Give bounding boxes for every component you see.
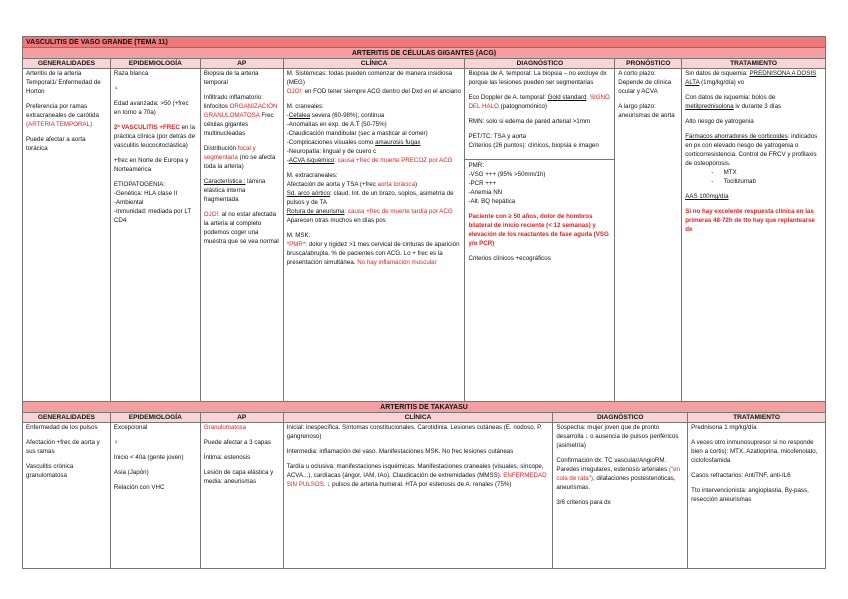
acg-header-ap: AP — [201, 59, 284, 69]
acg-ap-ojo — [204, 211, 280, 247]
acg-dx-pmr-title: PMR: — [468, 161, 484, 169]
acg-header-generalidades: GENERALIDADES — [23, 59, 111, 69]
tak-tto-3: Casos refractarios: AntiTNF, anti-IL6 — [691, 471, 791, 479]
acg-tto-sin-text: Sin datos de isquemia: — [685, 70, 750, 77]
acg-cli-anomalias: -Anomalías en exp. de A.T (50-75%) — [286, 120, 387, 128]
tak-gen-1: Enfermedad de los pulsos — [26, 424, 98, 431]
acg-tto-sin-dose: (1mg/kg/día) vo — [699, 78, 745, 86]
tak-cli-3-text: Tardía u oclusiva: manifestaciones isquémicas. Manifestaciones craneales (visuales, síncope, ACVA...), cardíacas (ángor, IAM, IAo). Claudicación de extremidades (MMSS). — [286, 462, 544, 479]
acg-cli-complicaciones — [287, 139, 462, 148]
acg-dx-pmr-criterios: Criterios clínicos +ecográficos — [468, 254, 551, 262]
acg-gen-aorta: Puede afectar a aorta torácica — [26, 135, 86, 152]
acg-epi-etio-1: -Genética: HLA clase II — [113, 189, 178, 197]
tak-dx-1: Sospecha: mujer joven que de pronto desarrolla ↓ o ausencia de pulsos periféricos (asimetría) — [556, 424, 679, 449]
acg-header-tratamiento: TRATAMIENTO — [682, 59, 826, 69]
acg-tto-con-text: Con datos de isquemia: bolos de — [685, 93, 776, 101]
acg-cli-extra-close: ) — [415, 180, 418, 188]
acg-cli-pmr-text: : dolor y rigidez >1 mes cervical de cinturas de aparición brusca/abrupta. % de pacientes con ACG. Lo + frec es la presentación simultánea. — [286, 240, 460, 266]
acg-cli-ojo — [287, 88, 462, 97]
acg-ap-ojo-text: al no estar afectada la arteria al completo podemos coger una muestra que se vea normal — [203, 210, 279, 245]
tak-cli-1: Inicial: inespecífica. Síntomas constitucionales. Carotidinia. Lesiones cutáneas (E. nodoso, P. gangrenoso) — [286, 424, 543, 440]
acg-ap-distrib-text: Distribución — [203, 144, 238, 152]
tak-epi-1: Excepcional — [113, 424, 148, 431]
acg-dx-eco — [468, 94, 611, 112]
acg-dx-pmr-4: -Alt. BQ hepática — [468, 197, 516, 205]
acg-tto-red-note: Si no hay excelente respuesta clínica en las primeras 48-72h de tto hay que replantearse dx — [685, 207, 815, 233]
tak-header-diagnostico: DIAGNÓSTICO — [553, 413, 688, 423]
tak-cli-2: Intermedia: inflamación del vaso. Manifestaciones MSK. No frec lesiones cutáneas — [286, 447, 514, 455]
tak-epi-4: Asia (Japón) — [113, 468, 149, 476]
acg-header-epidemiologia: EPIDEMIOLOGÍA — [111, 59, 201, 69]
tak-dx-2-end: , dilataciones postestenóticas, aneurismas. — [556, 474, 676, 491]
acg-cli-msk-title: M. MSK: — [286, 231, 311, 239]
tak-dx-3: 3/6 criterios para dx — [556, 498, 611, 506]
acg-dx-pmr-3: -Anemia NN — [468, 188, 503, 196]
acg-tto-con-isquemia — [685, 94, 822, 112]
acg-tto-sin-isquemia — [685, 70, 822, 88]
tak-epi-5: Relación con VHC — [113, 483, 165, 491]
tak-diagnostico-cell — [553, 423, 688, 569]
acg-dx-pmr-1: -VSG +++ (95% >50mm/1h) — [468, 170, 546, 178]
table-title-row — [22, 36, 826, 48]
tak-generalidades-cell — [23, 423, 111, 569]
acg-cli-rotura-title: Rotura de aneurisma — [286, 207, 345, 215]
acg-cli-aparecen: Aparecen otras muchos en días pos — [286, 216, 386, 224]
acg-clinica-cell — [284, 69, 466, 402]
acg-cli-sistemicas: M. Sistémicas: todas pueden comenzar de manera insidiosa (MEG) — [286, 70, 453, 86]
acg-dx-pmr-box — [465, 159, 614, 264]
acg-section-title: ARTERITIS DE CÉLULAS GIGANTES (ACG) — [23, 48, 826, 59]
acg-ap-infiltrado-cells: Frec células gigantes multinucleadas — [203, 111, 274, 137]
acg-diagnostico-cell — [465, 69, 615, 402]
tak-dx-2-red: ("en cola de rata") — [556, 465, 680, 482]
acg-cli-extracraneales — [287, 181, 462, 190]
tak-clinica-cell — [284, 423, 554, 569]
acg-cli-rotura-red: : causa +frec de muerte tardía por ACG — [344, 207, 453, 215]
acg-epi-vasc-red: 2ª VASCULITIS +FREC — [113, 123, 180, 131]
acg-dx-eco-text: Eco Doppler de A. temporal: — [468, 93, 548, 101]
acg-dx-eco-halo: . SIGNO DEL HALO — [468, 93, 610, 110]
acg-content-row — [22, 69, 826, 402]
tak-header-generalidades: GENERALIDADES — [23, 413, 111, 423]
acg-ap-ojo-red: OJO!: — [203, 210, 220, 218]
acg-tratamiento-cell — [682, 69, 826, 402]
tak-dx-2-text: Confirmación dx: TC vascular/AngioRM. Paredes irregulares, estenosis arteriales — [556, 456, 669, 473]
acg-dx-eco-pat: (patognomónico) — [498, 102, 547, 110]
tak-tto-1: Prednisona 1 mg/kg/día — [691, 424, 757, 431]
acg-ap-biopsia: Biopsia de la arteria temporal — [203, 70, 259, 86]
acg-dx-rmn: RMN: solo si edema de pared arterial >1mm — [468, 117, 591, 125]
acg-dx-eco-gold: Gold standard — [547, 93, 587, 101]
acg-cli-pmr-red: *PMR* — [286, 240, 306, 248]
acg-ap-caracteristica — [204, 178, 280, 205]
acg-header-clinica: CLÍNICA — [284, 59, 466, 69]
acg-section-row — [22, 48, 826, 59]
acg-ap-cell — [201, 69, 284, 402]
tak-ap-2: Puede afectar a 3 capas — [203, 438, 271, 446]
takayasu-header-row — [22, 413, 826, 423]
tak-cli-3 — [287, 463, 550, 490]
acg-dx-biopsia: Biopsia de A. temporal: La biopsia – no excluye dx porque las lesiones pueden ser segmentarias — [468, 70, 607, 86]
tak-dx-2 — [556, 457, 684, 493]
female-symbol-icon: ♀ — [113, 84, 119, 92]
acg-tto-toci: - Tocilizumab — [711, 177, 756, 185]
acg-ap-caract-title: Característica : — [203, 177, 246, 185]
acg-header-row — [22, 59, 826, 69]
acg-ap-distrib-note: (no se afecta toda la arteria) — [203, 153, 276, 170]
acg-epi-etio-2: -Ambiental — [113, 198, 144, 206]
acg-ap-infiltrado — [204, 94, 280, 139]
acg-epidemiologia-cell — [111, 69, 201, 402]
acg-cli-arco-aortico — [287, 190, 462, 208]
acg-cli-cefalea-text: severa (60-98%), continua — [310, 111, 385, 119]
acg-cli-sd-title: Sd. arco aórtico — [286, 189, 331, 197]
takayasu-section-title: ARTERITIS DE TAKAYASU — [23, 402, 826, 413]
acg-ap-caract-body: lámina elástica interna fragmentada — [203, 177, 266, 203]
acg-cli-sd-text: : claud. Int. de un brazo, soplos, asimetría de pulsos y de TA — [286, 189, 454, 206]
acg-cli-rotura — [287, 208, 462, 217]
tak-cli-3-end: . ↓ pulsos de arteria humeral. HTA por estenosis de A. renales (75%) — [323, 480, 512, 488]
tak-ap-1: Granulomatosa — [203, 424, 247, 431]
acg-tto-farm-text: : indicados en px con elevado riesgo de yatrogenia o corticorresistencia. Control de FRCV y profilaxis de osteoporosis. — [685, 132, 818, 167]
acg-epi-geo: +frec en Norte de Europa y Norteamérica — [113, 156, 189, 173]
tak-tto-4: Tto intervencionista: angioplastia, By-pass, resección aneurismas — [691, 486, 809, 503]
acg-cli-acva: -ACVA isquémico: causa +frec de muerte PRECOZ por ACG — [286, 156, 453, 164]
acg-cli-neuropatia: -Neuropatía: lingual y de cuero c — [286, 147, 377, 155]
acg-ap-distrib-red: focal y segmentaria — [203, 144, 256, 161]
acg-tto-mtx: - MTX — [711, 168, 737, 176]
acg-tto-sin-drug: PREDNISONA A DOSIS ALTA — [685, 70, 817, 86]
acg-tto-con-dose: iv durante 3 días — [733, 102, 782, 110]
acg-cli-extra-text: Afectación de aorta y TSA (+frec — [286, 180, 378, 188]
acg-epi-vasculitis — [114, 124, 197, 151]
acg-tto-aas: AAS 100mg/día — [685, 192, 729, 200]
acg-cli-cefalea: -Cefalea severa (60-98%), continua — [286, 111, 385, 119]
acg-cli-compl-text: -Complicaciones visuales como — [286, 138, 376, 146]
acg-ap-infiltrado-red: ORGANIZACIÓN GRANULOMATOSA — [203, 102, 278, 119]
acg-dx-criterios: Criterios (26 puntos): clínicos, biopsia e imagen — [468, 141, 599, 149]
acg-tto-farm-title: Fármacos ahorradores de corticoides — [685, 132, 788, 140]
acg-gen-pref-red: (ARTERIA TEMPORAL) — [26, 120, 93, 128]
tak-gen-2: Afectación +frec de aorta y sus ramas — [26, 438, 100, 455]
acg-cli-pmr — [287, 241, 462, 268]
acg-epi-etio-title: ETIOPATOGENIA: — [113, 180, 166, 188]
acg-ap-distribucion — [204, 145, 280, 172]
acg-cli-cefalea-title: Cefalea — [288, 111, 311, 119]
acg-header-pronostico: PRONÓSTICO — [615, 59, 682, 69]
acg-tto-alto-riesgo: Alto riesgo de yatrogenia — [685, 117, 754, 125]
acg-cli-pmr-nomuscle: No hay inflamación muscular — [357, 258, 437, 266]
acg-cli-ojo-red: OJO!: — [286, 87, 303, 95]
acg-gen-pref-text: Preferencia por ramas extracraneales de carótida — [26, 102, 99, 119]
tak-tratamiento-cell — [688, 423, 826, 569]
acg-cli-claudicacion: -Claudicación mandibular (sec a masticar al comer) — [286, 129, 428, 137]
acg-tto-farmacos — [685, 133, 822, 169]
takayasu-section-row — [22, 402, 826, 413]
acg-cli-compl-amaurosis: amaurosis fugax — [375, 138, 421, 146]
tak-header-tratamiento: TRATAMIENTO — [688, 413, 826, 423]
acg-gen-preference — [26, 103, 107, 130]
tak-gen-3: Vasculitis crónica granulomatosa — [26, 462, 74, 479]
table-title: VASCULITIS DE VASO GRANDE (TEMA 11) — [23, 37, 826, 48]
acg-pron-corto: A corto plazo: Depende de clínica ocular y ACVA — [618, 70, 672, 95]
acg-generalidades-cell — [23, 69, 111, 402]
acg-epi-raza: Raza blanca — [113, 70, 149, 77]
acg-tto-toci-label: Tocilizumab — [723, 177, 756, 185]
tak-header-clinica: CLÍNICA — [284, 413, 554, 423]
acg-tto-mtx-label: MTX — [723, 168, 737, 176]
tak-ap-4: Lesión de capa elástica y media: aneurismas — [203, 468, 274, 485]
tak-epi-3: Inicio < 40a (gente joven) — [113, 453, 184, 461]
acg-header-diagnostico: DIAGNÓSTICO — [465, 59, 615, 69]
acg-cli-acva-title: ACVA isquémico — [288, 156, 335, 164]
acg-epi-edad: Edad avanzada: >50 (+frec en torno a 70a) — [113, 99, 189, 116]
acg-cli-extracraneales-title: M. extracraneales: — [286, 171, 338, 179]
tak-cli-3-red: ENFERMEDAD SIN PULSOS — [286, 471, 547, 488]
tak-header-epidemiologia: EPIDEMIOLOGÍA — [111, 413, 201, 423]
takayasu-content-row — [22, 423, 826, 569]
acg-dx-pmr-2: -PCR +++ — [468, 179, 497, 187]
acg-pronostico-cell — [615, 69, 682, 402]
acg-tto-con-drug: metilprednisolona — [685, 102, 734, 110]
acg-cli-acva-red: : causa +frec de muerte PRECOZ por ACG — [334, 156, 453, 164]
tak-epidemiologia-cell — [111, 423, 201, 569]
vasculitis-table — [22, 36, 826, 569]
acg-dx-pmr-red: Paciente con ≥ 50 años, dolor de hombros bilateral de inicio reciente (< 12 semanas) y elevación de los reactantes de fase aguda (VSG y/o PCR) — [468, 212, 609, 247]
acg-epi-vasc-text: en la práctica clínica (por detrás de vasculitis leucocitoclástica) — [113, 123, 196, 149]
acg-ap-infiltrado-text: Infiltrado inflamatorio: linfocitos — [203, 93, 263, 110]
tak-header-ap: AP — [201, 413, 284, 423]
tak-ap-cell — [201, 423, 284, 569]
tak-tto-2: A veces otro inmunosupresor si no responde bien a cortis): MTX, Azatioprina, micofenolato, ciclofosfamida — [691, 438, 818, 464]
tak-female-symbol-icon: ♀ — [113, 438, 119, 446]
acg-cli-extra-red: aorta torácica — [377, 180, 416, 188]
acg-pron-largo: A largo plazo: aneurismas de aorta — [618, 102, 675, 119]
acg-dx-pet: PET/TC: TSA y aorta — [468, 132, 527, 140]
acg-cli-ojo-text: en FOD tener siempre ACG dentro del Dxd en el anciano — [302, 87, 462, 95]
tak-ap-3: Íntima: estenosis — [203, 453, 251, 461]
acg-epi-etio-3: -Inmunidad: mediada por LT CD4 — [113, 207, 192, 224]
acg-gen-definition: Arteritis de la arteria Temporal1/ Enfermedad de Horton — [26, 70, 101, 95]
acg-cli-craneales-title: M. craneales: — [286, 102, 324, 110]
